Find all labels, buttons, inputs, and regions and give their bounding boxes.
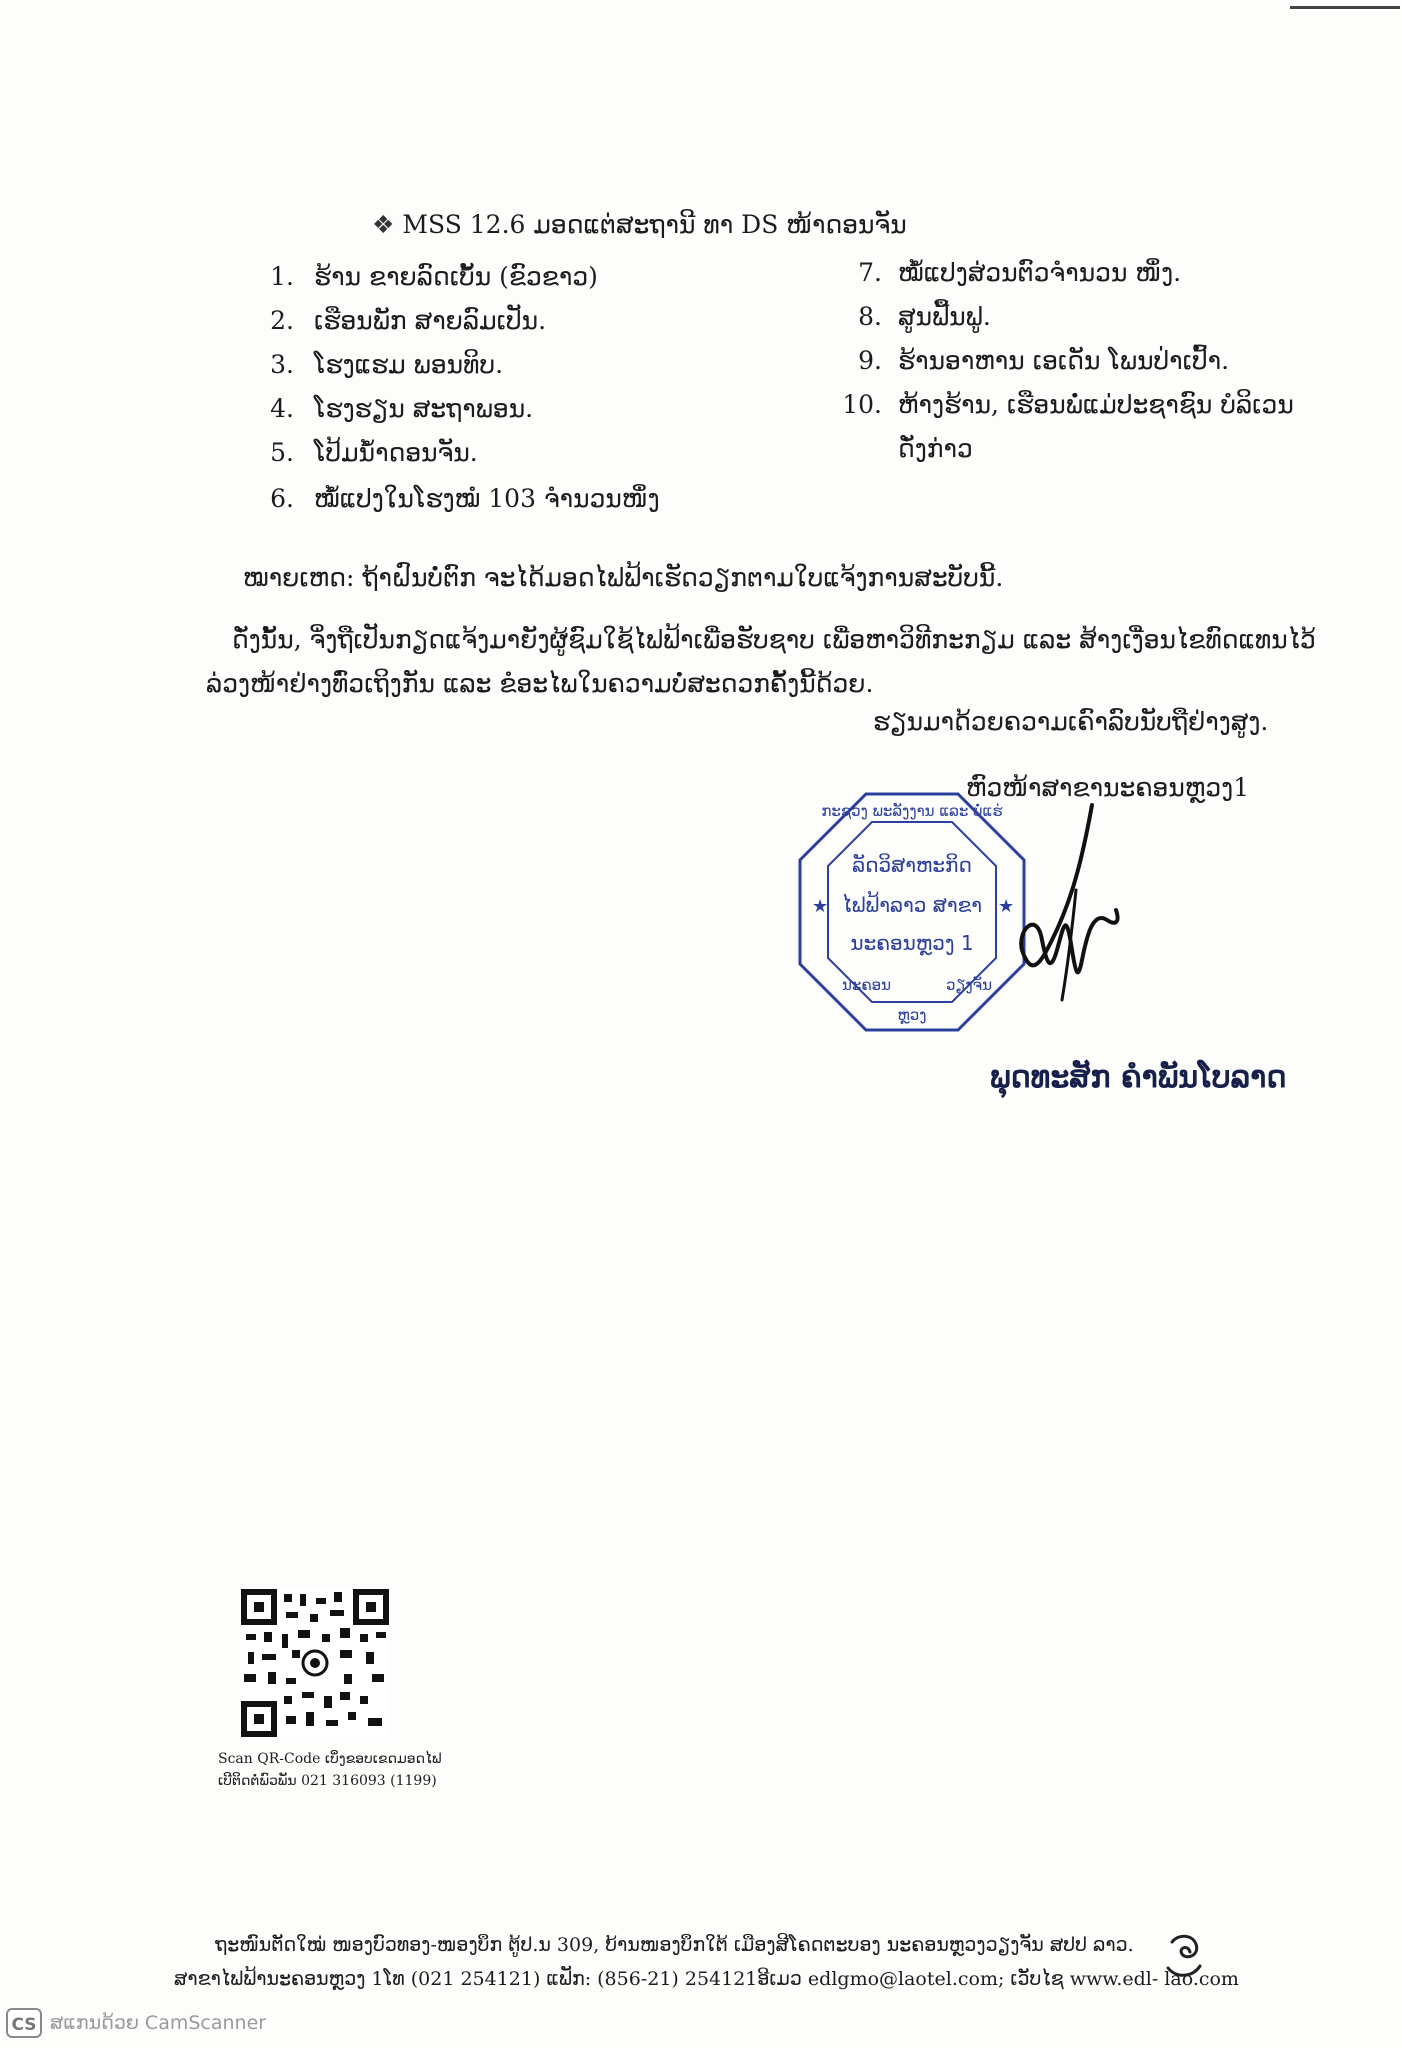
section-heading: [372, 210, 907, 239]
list-item: 7. ໝໍ້ແປງສ່ວນຕົວຈຳນວນ ໜຶ່ງ.: [858, 258, 1182, 287]
camscanner-watermark: ສແກນດ້ວຍ CamScanner: [50, 2012, 267, 2034]
official-stamp: [796, 790, 1028, 1034]
note-text: ໝາຍເຫດ: ຖ້າຝົນບໍ່ຕົກ ຈະໄດ້ມອດໄຟຟ້າເຮັດວຽກຕາມໃບແຈ້ງການສະບັບນີ້.: [243, 563, 1004, 592]
stamp-line1: ລັດວິສາຫະກິດ: [852, 853, 972, 877]
stamp-line2: ໄຟຟ້າລາວ ສາຂາ: [841, 893, 983, 917]
signer-title: ຫົວໜ້າສາຂານະຄອນຫຼວງ1: [966, 773, 1250, 802]
handwritten-signature: [1012, 800, 1122, 1010]
section-heading-text: MSS 12.6 ມອດແຕ່ສະຖານີ ທາ DS ໜ້າດອນຈັນ: [402, 210, 907, 239]
camscanner-badge: CS: [6, 2008, 42, 2038]
body-paragraph-line1: ດັ່ງນັ້ນ, ຈິ່ງຖືເປັນກຽດແຈ້ງມາຍັງຜູ້ຊົມໃຊ້ໄຟຟ້າເພື່ອຮັບຊາບ ເພື່ອຫາວິທີກະກຽມ ແລະ ສ້າງເງື່ອນໄຂທົດແທນໄວ້: [232, 625, 1316, 654]
stamp-bottom-mid: ຫຼວງ: [897, 1006, 927, 1024]
star-icon: ★: [812, 896, 829, 917]
body-paragraph-line2: ລ່ວງໜ້າຢ່າງທົ່ວເຖິງກັນ ແລະ ຂໍອະໄພໃນຄວາມບໍ່ສະດວກຄັ້ງນີ້ດ້ວຍ.: [206, 669, 874, 698]
signer-name: ພຸດທະສັກ ຄຳພັນໂບລາດ: [990, 1060, 1287, 1095]
list-item: 10. ຫ້າງຮ້ານ, ເຮືອນພໍ່ແມ່ປະຊາຊົນ ບໍລິເວນ: [842, 390, 1294, 419]
qr-caption-line1: Scan QR-Code ເບິ່ງຂອບເຂດມອດໄຟ: [218, 1751, 442, 1767]
stamp-bottom-left: ນະຄອນ: [842, 976, 892, 994]
qr-code: [240, 1588, 390, 1738]
footer-address: ຖະໜົນຕັດໃໝ່ ໜອງບົວທອງ-ໜອງບຶກ ຕູ້ປ.ນ 309, ບ້ານໜອງບຶກໃຕ້ ເມືອງສີໂຄດຕະບອງ ນະຄອນຫຼວງວຽງຈັນ ສປປ ລາວ.: [215, 1934, 1134, 1956]
list-item: 2. ເຮືອນພັກ ສາຍລົມເປັນ.: [270, 306, 547, 335]
stamp-line3: ນະຄອນຫຼວງ 1: [850, 931, 974, 955]
list-item-continuation: ດັ່ງກ່າວ: [898, 434, 973, 463]
stamp-top-arc: ກະຊວງ ພະລັງງານ ແລະ ບໍ່ແຮ່: [821, 802, 1003, 820]
list-item: 9. ຮ້ານອາຫານ ເອເດັນ ໂພນປ່າເປົ້າ.: [858, 346, 1230, 375]
list-item: 3. ໂຮງແຮມ ພອນທິບ.: [270, 350, 504, 379]
list-item: 5. ໂປ້ມນ້ຳດອນຈັນ.: [270, 438, 478, 467]
diamond-bullet-icon: ❖: [372, 210, 395, 239]
list-item: 6. ໝໍ້ແປງໃນໂຮງໝໍ 103 ຈຳນວນໜຶ່ງ: [270, 484, 660, 513]
star-icon: ★: [998, 896, 1015, 917]
list-item: 1. ຮ້ານ ຂາຍລົດເບັ້ນ (ຂົວຂາວ): [270, 262, 598, 291]
page-edge-mark: [1290, 6, 1400, 21]
list-item: 4. ໂຮງຮຽນ ສະຖາພອນ.: [270, 394, 534, 423]
list-item: 8. ສູນຟື້ນຟູ.: [858, 302, 991, 331]
footer-contact: ສາຂາໄຟຟ້ານະຄອນຫຼວງ 1ໂທ (021 254121) ແຟັກ: (856-21) 254121ອີເມວ edlgmo@laotel.com; ເວັບໄຊ www.edl- lao.com: [174, 1968, 1239, 1990]
qr-caption: [218, 1748, 442, 1792]
closing-line: ຮຽນມາດ້ວຍຄວາມເຄົາລົບນັບຖືຢ່າງສູງ.: [873, 707, 1269, 736]
qr-caption-line2: ເບີຕິດຕໍ່ພົວພັນ 021 316093 (1199): [218, 1773, 437, 1789]
stamp-bottom-right: ວຽງຈັນ: [946, 976, 992, 994]
organization-logo-icon: [1162, 1932, 1204, 1980]
